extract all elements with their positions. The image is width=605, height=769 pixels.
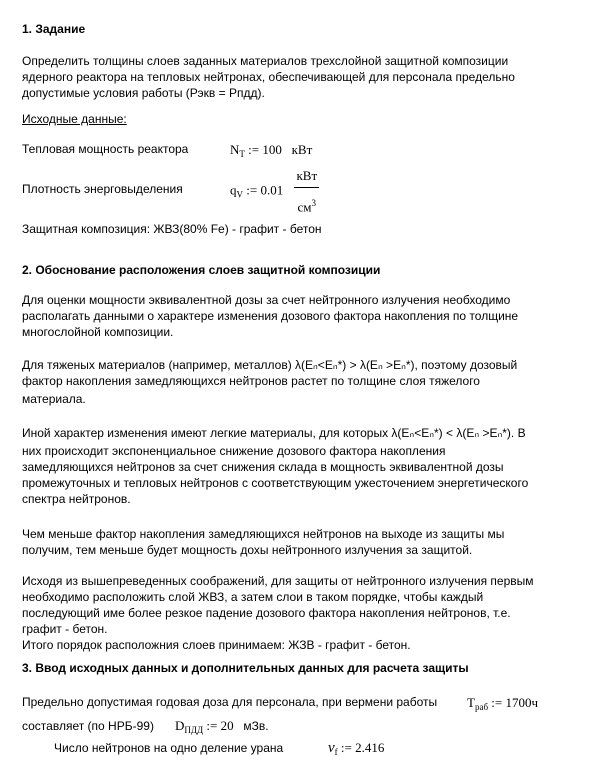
text-line: многослойной композиции. <box>22 325 174 339</box>
text-line: Иной характер изменения имеют легкие материалы, для которых λ(Eₙ<Eₙ*) < λ(Eₙ >Eₙ*). В <box>22 426 526 440</box>
text-line: допустимые условия работы (Рэкв = Рпдд). <box>22 86 265 100</box>
text-line: получим, тем меньше будет мощность дохы нейтронного излучения за защитой. <box>22 543 473 557</box>
paragraph-2 <box>22 357 517 407</box>
text-line: графит - бетон. <box>22 622 108 636</box>
text-line: Для тяженых материалов (например, металлов) λ(Eₙ<Eₙ*) > λ(Eₙ >Eₙ*), поэтому дозовый <box>22 358 518 372</box>
power-label: Тепловая мощность реактора <box>22 142 189 156</box>
text-line: последующий име более резкое падение дозового фактора накопления нейтронов, т.е. <box>22 606 511 620</box>
paragraph-1 <box>22 292 518 340</box>
text-line: Определить толщины слоев заданных материалов трехслойной защитной композиции <box>22 54 509 68</box>
density-unit: $\frac{\text{кВт}}{см^3}$ <box>296 168 318 215</box>
text-line: располагать данными о характере изменения дозового фактора накопления по толщине <box>22 309 519 323</box>
text-line: Итого порядок расположния слоев принимаем: ЖЗВ - графит - бетон. <box>22 638 411 652</box>
text-line: Для оценки мощности эквивалентной дозы за счет нейтронного излучения необходимо <box>22 293 511 307</box>
text-line: промежуточных и тепловых нейтронов с соответствующим ужесточением энергетического <box>22 476 529 490</box>
section2-heading: 2. Обоснование расположения слоев защитной композиции <box>22 263 381 277</box>
dose-text-2: составляет (по НРБ-99) <box>22 719 154 733</box>
section3-heading: 3. Ввод исходных данных и дополнительных данных для расчета защиты <box>22 661 469 675</box>
dose-text-1: Предельно допустимая годовая доза для персонала, при вермени работы <box>22 695 438 709</box>
neutrons-label: Число нейтронов на одно деление урана <box>54 741 284 755</box>
paragraph-3 <box>22 425 528 507</box>
power-formula[interactable]: $N_T$ := 100 кВт <box>230 142 313 159</box>
text-line: них происходит экспоненциальное снижение дозового фактора накопления <box>22 444 446 458</box>
dose-formula[interactable]: $D_{ПДД}$ := 20 мЗв. <box>175 718 269 735</box>
text-line: Исходя из вышепреведенных соображений, для защиты от нейтронного излучения первым <box>22 574 534 588</box>
text-line: материала. <box>22 392 86 406</box>
section1-heading: 1. Задание <box>22 22 86 36</box>
task-paragraph <box>22 53 515 101</box>
time-formula[interactable]: $T_{раб}$ := 1700ч <box>467 695 539 712</box>
paragraph-4 <box>22 526 504 558</box>
text-line: замедляющихся нейтронов за счет снижения склада в мощность эквивалентной дозы <box>22 460 504 474</box>
neutrons-formula[interactable]: $\nu_f$ := 2.416 <box>328 740 385 757</box>
density-label: Плотность энерговыделения <box>22 182 183 196</box>
paragraph-5 <box>22 573 534 653</box>
input-data-heading: Исходные данные: <box>22 112 127 126</box>
text-line: ядерного реактора на тепловых нейтронах, обеспечивающей для персонала предельно <box>22 70 515 84</box>
text-line: фактор накопления замедляющихся нейтронов растет по толщине слоя тяжелого <box>22 374 480 388</box>
density-formula[interactable]: $q_V$ := 0.01 $\frac{\text{кВт}}{см^3}$ <box>230 168 318 215</box>
text-line: спектра нейтронов. <box>22 492 131 506</box>
text-line: необходимо расположить слой ЖВЗ, а затем слои в таком порядке, чтобы каждый <box>22 590 484 604</box>
composition-text: Защитная композиция: ЖВЗ(80% Fe) - графит - бетон <box>22 222 322 236</box>
text-line: Чем меньше фактор накопления замедляющихся нейтронов на выходе из защиты мы <box>22 527 505 541</box>
